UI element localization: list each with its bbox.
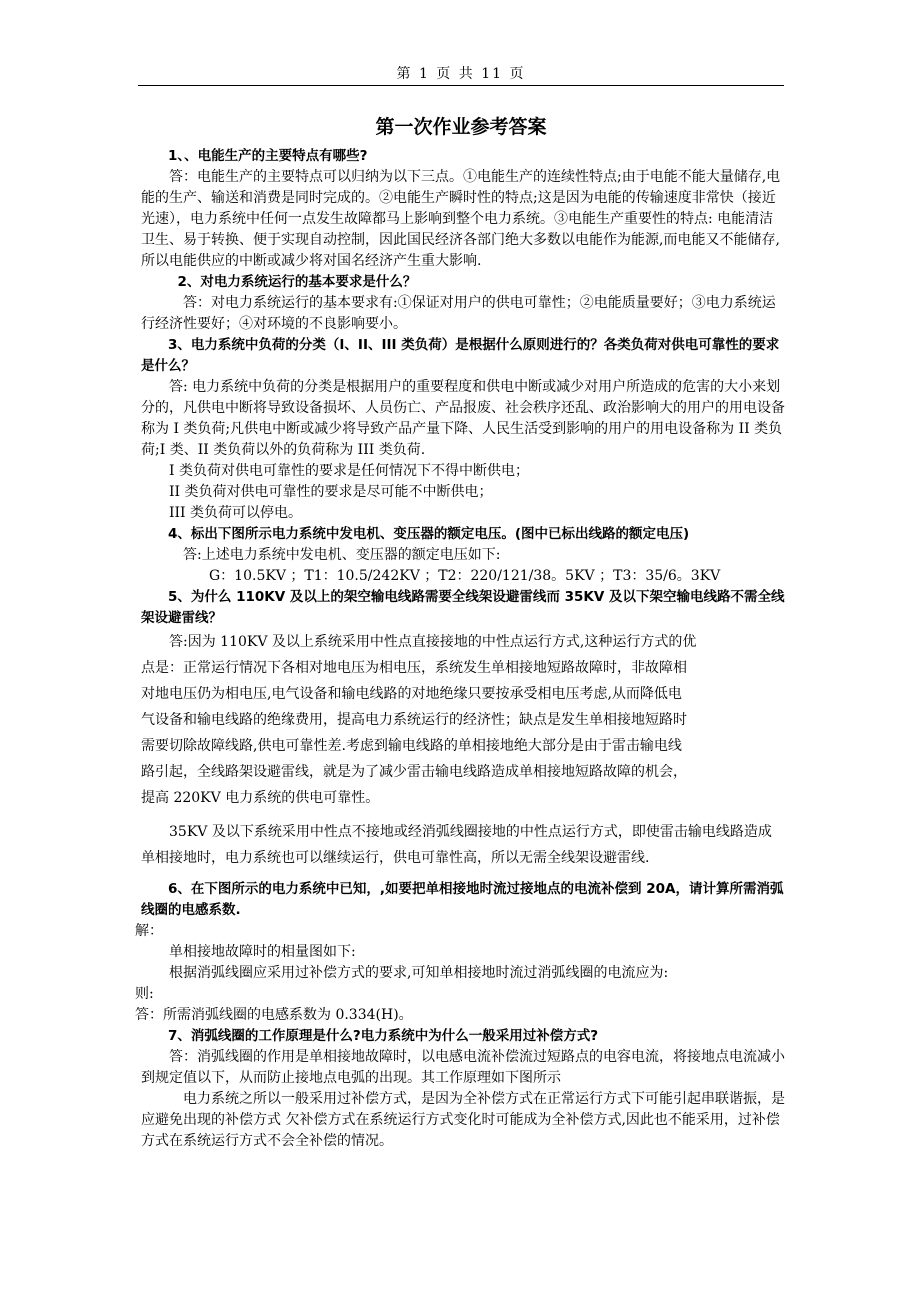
then-label: 则: (135, 986, 154, 1002)
answer-5-line-7: 提高 220KV 电力系统的供电可靠性。 (141, 790, 380, 806)
header-divider (138, 85, 784, 86)
answer-5-line-3: 对地电压仍为相电压,电气设备和输电线路的对地绝缘只要按承受相电压考虑,从而降低电 (141, 686, 682, 702)
document-title: 第一次作业参考答案 (375, 116, 547, 138)
answer-5-line-6: 路引起，全线路架设避雷线，就是为了减少雷击输电线路造成单相接地短路故障的机会， (141, 764, 687, 780)
overcompensation-text: 根据消弧线圈应采用过补偿方式的要求,可知单相接地时流过消弧线圈的电流应为: (169, 965, 669, 981)
question-7: 7、消弧线圈的工作原理是什么?电力系统中为什么一般采用过补偿方式? (168, 1028, 599, 1044)
solution-label: 解： (135, 923, 163, 939)
answer-3-class-3: III 类负荷可以停电。 (169, 505, 303, 521)
question-4: 4、标出下图所示电力系统中发电机、变压器的额定电压。(图中已标出线路的额定电压) (168, 526, 690, 542)
question-1: 1、、电能生产的主要特点有哪些? (168, 148, 368, 164)
answer-7-part-2: 电力系统之所以一般采用过补偿方式，是因为全补偿方式在正常运行方式下可能引起串联谐振，是应避免出现的补偿方式 欠补偿方式在系统运行方式变化时可能成为全补偿方式,因此也不能采用，过补偿方式在系统运行方式不会全补偿的情况。 (141, 1091, 785, 1149)
answer-4-values: G：10.5KV ；T1：10.5/242KV ；T2：220/121/38。5KV ；T3：35/6。3KV (209, 568, 721, 584)
answer-5-line-4: 气设备和输电线路的绝缘费用，提高电力系统运行的经济性；缺点是发生单相接地短路时 (141, 712, 687, 728)
phasor-diagram-text: 单相接地故障时的相量图如下: (169, 944, 356, 960)
answer-6: 答：所需消弧线圈的电感系数为 0.334(H)。 (135, 1007, 413, 1023)
answer-4: 答:上述电力系统中发电机、变压器的额定电压如下: (183, 547, 501, 563)
answer-5-line-5: 需要切除故障线路,供电可靠性差.考虑到输电线路的单相接地绝大部分是由于雷击输电线 (141, 738, 682, 754)
question-2: 2、对电力系统运行的基本要求是什么？ (177, 274, 417, 290)
answer-1: 答：电能生产的主要特点可以归纳为以下三点。①电能生产的连续性特点;由于电能不能大量储存,电能的生产、输送和消费是同时完成的。②电能生产瞬时性的特点;这是因为电能的传输速度非常快（接近光速），电力系统中任何一点发生故障都马上影响到整个电力系统。③电能生产重要性的特点: 电能清洁卫生、易于转换、便于实现自动控制，因此国民经济各部门绝大多数以电能作为能源,而电能又不能储存,所以电能供应的中断或减少将对国名经济产生重大影响. (141, 169, 781, 269)
page-header (138, 64, 784, 84)
question-3: 3、电力系统中负荷的分类（I、II、III 类负荷）是根据什么原则进行的？各类负荷对供电可靠性的要求是什么？ (141, 337, 780, 374)
answer-5-line-2: 点是：正常运行情况下各相对地电压为相电压，系统发生单相接地短路故障时，非故障相 (141, 660, 687, 676)
answer-3: 答: 电力系统中负荷的分类是根据用户的重要程度和供电中断或减少对用户所造成的危害的大小来划分的，凡供电中断将导致设备损坏、人员伤亡、产品报废、社会秩序还乱、政治影响大的用户的用电设备称为 I 类负荷;凡供电中断或减少将导致产品产量下降、人民生活受到影响的用户的用电设备称为 II 类负荷;I 类、II 类负荷以外的负荷称为 III 类负荷. (141, 379, 785, 458)
question-5: 5、为什么 110KV 及以上的架空输电线路需要全线架设避雷线而 35KV 及以下架空输电线路不需全线架设避雷线？ (141, 589, 785, 626)
answer-5-line-1: 答:因为 110KV 及以上系统采用中性点直接接地的中性点运行方式,这种运行方式的优 (169, 634, 697, 650)
answer-2: 答：对电力系统运行的基本要求有:①保证对用户的供电可靠性；②电能质量要好；③电力系统运行经济性要好；④对环境的不良影响要小。 (141, 295, 776, 332)
answer-7-part-1: 答：消弧线圈的作用是单相接地故障时，以电感电流补偿流过短路点的电容电流，将接地点电流减小到规定值以下，从而防止接地点电弧的出现。其工作原理如下图所示 (141, 1049, 785, 1086)
answer-3-class-2: II 类负荷对供电可靠性的要求是尽可能不中断供电； (169, 484, 493, 500)
document-body (135, 146, 785, 1152)
question-6: 6、在下图所示的电力系统中已知，,如要把单相接地时流过接地点的电流补偿到 20A，请计算所需消弧线圈的电感系数. (141, 881, 784, 918)
answer-5-35kv: 35KV 及以下系统采用中性点不接地或经消弧线圈接地的中性点运行方式，即使雷击输电线路造成单相接地时，电力系统也可以继续运行，供电可靠性高，所以无需全线架设避雷线. (141, 824, 772, 866)
answer-3-class-1: I 类负荷对供电可靠性的要求是任何情况下不得中断供电； (169, 463, 529, 479)
page-indicator: 第 1 页 共 11 页 (396, 66, 526, 82)
